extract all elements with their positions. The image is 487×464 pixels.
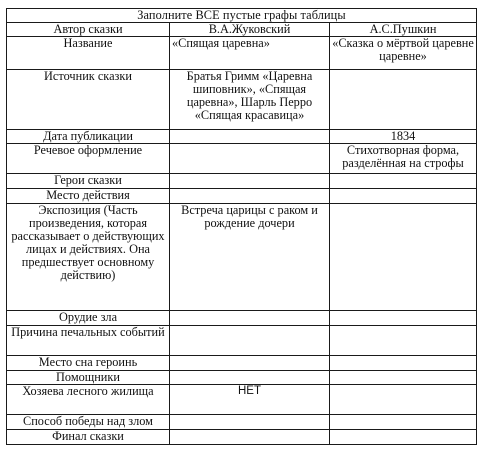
cell-zhukovsky bbox=[170, 371, 330, 385]
table-row bbox=[7, 371, 477, 385]
comparison-table bbox=[6, 8, 477, 445]
cell-pushkin bbox=[330, 204, 477, 311]
cell-pushkin: 1834 bbox=[330, 130, 477, 144]
row-label: Помощники bbox=[7, 371, 170, 385]
cell-pushkin bbox=[330, 385, 477, 415]
cell-pushkin bbox=[330, 70, 477, 130]
row-label: Место сна героинь bbox=[7, 356, 170, 371]
table-row bbox=[7, 144, 477, 174]
cell-zhukovsky: «Спящая царевна» bbox=[170, 37, 330, 70]
cell-zhukovsky bbox=[170, 430, 330, 445]
cell-pushkin: «Сказка о мёртвой царевне царевне» bbox=[330, 37, 477, 70]
row-label: Источник сказки bbox=[7, 70, 170, 130]
cell-pushkin bbox=[330, 415, 477, 430]
cell-pushkin bbox=[330, 174, 477, 189]
row-label: Орудие зла bbox=[7, 311, 170, 326]
row-label: Дата публикации bbox=[7, 130, 170, 144]
cell-zhukovsky bbox=[170, 174, 330, 189]
cell-pushkin: Стихотворная форма, разделённая на строфы bbox=[330, 144, 477, 174]
row-label: Герои сказки bbox=[7, 174, 170, 189]
row-label: Финал сказки bbox=[7, 430, 170, 445]
row-label: Место действия bbox=[7, 189, 170, 204]
cell-zhukovsky: Встреча царицы с раком и рождение дочери bbox=[170, 204, 330, 311]
table-row bbox=[7, 430, 477, 445]
cell-pushkin bbox=[330, 311, 477, 326]
cell-zhukovsky: Братья Гримм «Царевна шиповник», «Спящая царевна», Шарль Перро «Спящая красавица» bbox=[170, 70, 330, 130]
table-title-row bbox=[7, 9, 477, 23]
cell-zhukovsky bbox=[170, 144, 330, 174]
table-row bbox=[7, 130, 477, 144]
row-label: Хозяева лесного жилища bbox=[7, 385, 170, 415]
cell-zhukovsky bbox=[170, 415, 330, 430]
header-pushkin: А.С.Пушкин bbox=[330, 23, 477, 37]
header-author: Автор сказки bbox=[7, 23, 170, 37]
cell-zhukovsky bbox=[170, 130, 330, 144]
row-label: Экспозиция (Часть произведения, которая рассказывает о действующих лицах и действиях. Она предшествует основному действию) bbox=[7, 204, 170, 311]
cell-zhukovsky bbox=[170, 311, 330, 326]
table-title: Заполните ВСЕ пустые графы таблицы bbox=[7, 9, 477, 23]
row-label: Причина печальных событий bbox=[7, 326, 170, 356]
table-row bbox=[7, 37, 477, 70]
worksheet bbox=[6, 8, 476, 445]
cell-pushkin bbox=[330, 430, 477, 445]
table-row bbox=[7, 70, 477, 130]
table-row bbox=[7, 174, 477, 189]
cell-pushkin bbox=[330, 326, 477, 356]
cell-pushkin bbox=[330, 356, 477, 371]
cell-zhukovsky: НЕТ bbox=[170, 385, 330, 415]
row-label: Способ победы над злом bbox=[7, 415, 170, 430]
table-row bbox=[7, 311, 477, 326]
header-zhukovsky: В.А.Жуковский bbox=[170, 23, 330, 37]
table-row bbox=[7, 326, 477, 356]
table-row bbox=[7, 415, 477, 430]
table-header-row bbox=[7, 23, 477, 37]
cell-zhukovsky bbox=[170, 356, 330, 371]
cell-pushkin bbox=[330, 371, 477, 385]
row-label: Название bbox=[7, 37, 170, 70]
row-label: Речевое оформление bbox=[7, 144, 170, 174]
table-row bbox=[7, 204, 477, 311]
cell-pushkin bbox=[330, 189, 477, 204]
cell-zhukovsky bbox=[170, 326, 330, 356]
table-row bbox=[7, 189, 477, 204]
table-row bbox=[7, 356, 477, 371]
table-row bbox=[7, 385, 477, 415]
cell-zhukovsky bbox=[170, 189, 330, 204]
